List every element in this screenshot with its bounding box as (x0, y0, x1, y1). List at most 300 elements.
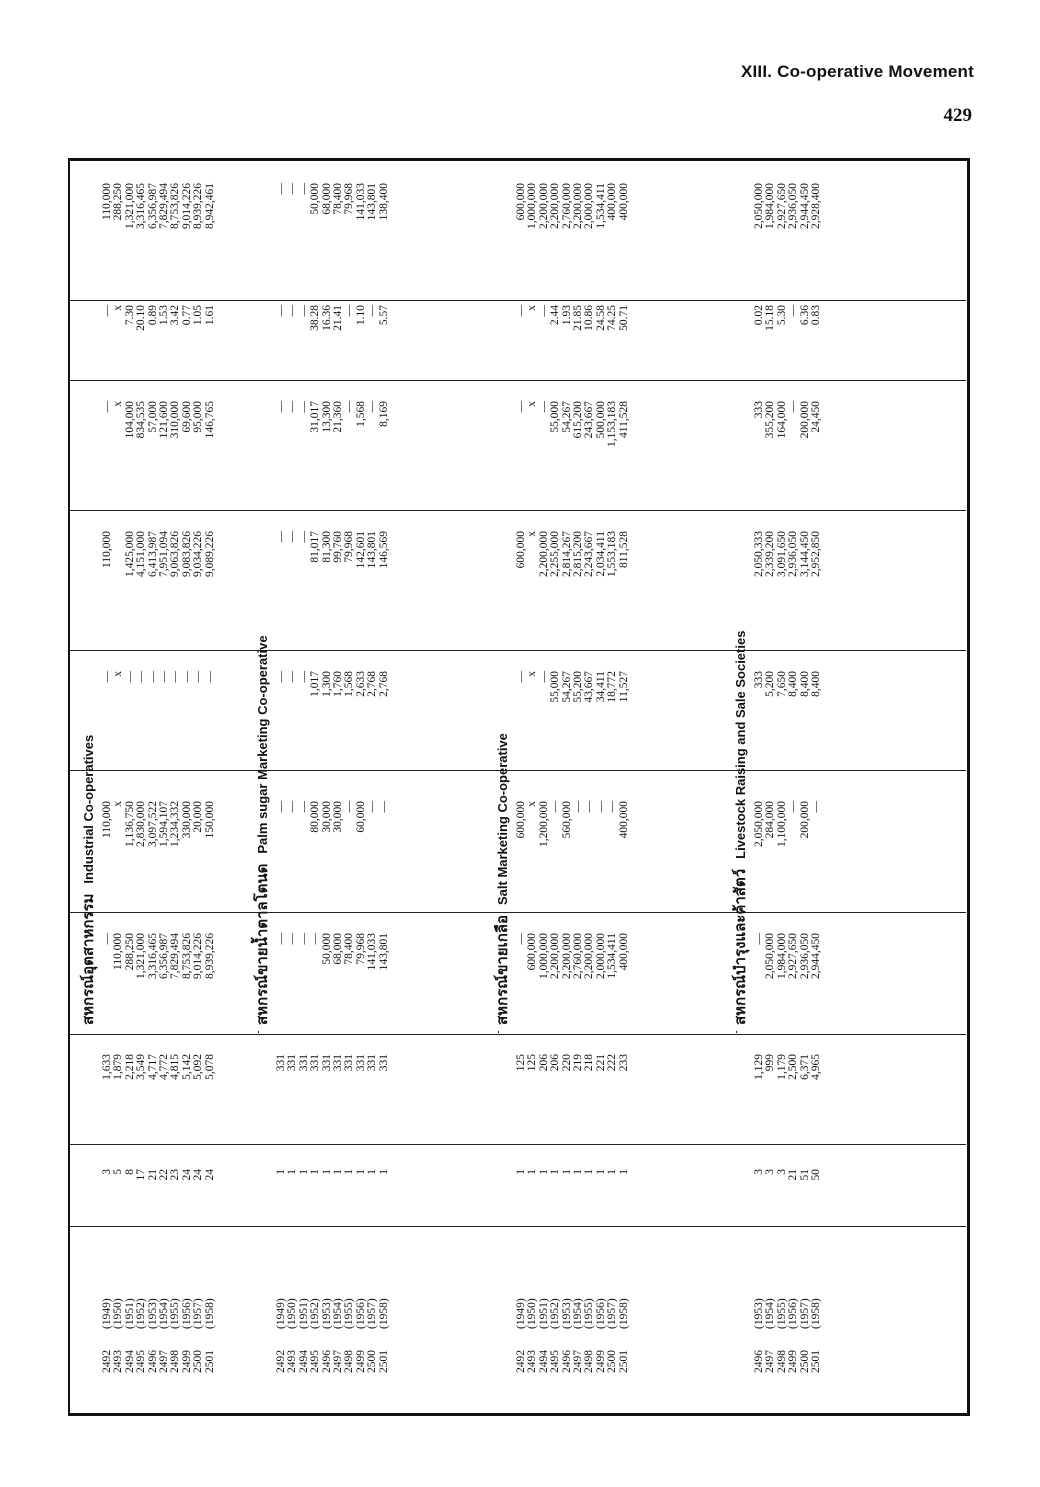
table-cell: 5,142 (180, 1054, 193, 1080)
table-cell: — (309, 933, 322, 945)
table-cell: 1.10 (354, 305, 367, 326)
table-cell: 2494 (537, 1350, 550, 1373)
table-cell: 331 (309, 1054, 322, 1072)
table-cell: — (101, 305, 113, 317)
table-cell: 3 (101, 1169, 113, 1175)
table-cell: 21 (146, 1169, 159, 1181)
table-cell: 8,400 (810, 671, 822, 697)
table-section (728, 163, 832, 1413)
table-cell: (1953) (753, 1298, 765, 1329)
table-cell: 30,000 (332, 801, 344, 833)
table-cell: 24 (192, 1169, 205, 1181)
table-cell: — (572, 801, 584, 813)
table-cell: — (146, 671, 159, 683)
table-cell: 1 (275, 1169, 287, 1175)
table-cell: 24.58 (594, 305, 607, 331)
table-cell: 1 (320, 1169, 333, 1175)
table-cell: 4,815 (169, 1054, 182, 1080)
table-cell: 2499 (787, 1350, 800, 1373)
table-cell: 5,092 (192, 1054, 205, 1080)
table-cell: 121,600 (158, 401, 170, 439)
table-frame (68, 158, 970, 1416)
table-cell: (1956) (594, 1298, 607, 1329)
table-cell: 9,034,226 (192, 531, 205, 577)
table-cell: — (537, 671, 550, 683)
table-cell: — (275, 305, 287, 317)
table-cell: 331 (297, 1054, 310, 1072)
table-cell: 2,200,000 (537, 183, 550, 229)
running-header-title: XIII. Co-operative Movement (740, 62, 974, 81)
table-cell: 1,984,000 (775, 933, 788, 979)
table-cell: 6,413,987 (146, 531, 159, 577)
table-cell: — (515, 401, 527, 413)
table-cell: 2501 (377, 1350, 390, 1373)
table-cell: 999 (764, 1054, 777, 1072)
table-cell: 54,267 (560, 401, 573, 433)
table-cell: 1,234,332 (169, 801, 182, 847)
table-cell: (1953) (560, 1298, 573, 1329)
table-cell: 331 (320, 1054, 333, 1072)
table-cell: 2,050,333 (753, 531, 765, 577)
table-cell: 7,829,494 (169, 933, 182, 979)
table-cell: 1,984,000 (764, 183, 777, 229)
table-cell: 146,765 (203, 401, 216, 439)
table-cell: 2,760,000 (572, 933, 584, 979)
table-cell: 331 (286, 1054, 299, 1072)
table-cell: 2,000,000 (583, 183, 596, 229)
table-cell: 1,153,183 (606, 401, 619, 447)
table-cell: 600,000 (515, 801, 527, 839)
table-cell: 200,000 (798, 801, 811, 839)
table-cell: (1952) (549, 1298, 562, 1329)
table-cell: — (297, 801, 310, 813)
table-cell: 80,000 (309, 801, 322, 833)
table-cell: — (366, 305, 379, 317)
table-cell: 24,450 (810, 401, 822, 433)
table-cell: — (203, 671, 216, 683)
table-cell: 142,601 (354, 531, 367, 569)
table-cell: 560,000 (560, 801, 573, 839)
table-cell: (1955) (169, 1298, 182, 1329)
table-cell: — (297, 531, 310, 543)
section-title-english: Salt Marketing Co-operative (495, 733, 510, 906)
table-cell: 600,000 (515, 183, 527, 221)
table-cell: (1956) (180, 1298, 193, 1329)
table-cell: 1,425,000 (123, 531, 136, 577)
table-cell: 55,200 (572, 671, 584, 703)
table-cell: 218 (583, 1054, 596, 1072)
section-title-thai: สหกรณ์บำรุงและค้าสัตว์ (731, 868, 749, 1025)
table-cell: 110,000 (101, 183, 113, 220)
table-cell: 0.89 (146, 305, 159, 326)
table-cell: 2,200,000 (549, 933, 562, 979)
table-cell: 110,000 (112, 933, 125, 970)
table-cell: 2494 (123, 1350, 136, 1373)
table-cell: 79,968 (343, 183, 356, 215)
table-cell: 2,500 (787, 1054, 800, 1080)
table-cell: 2,936,050 (787, 183, 800, 229)
table-cell: — (753, 933, 765, 945)
table-cell: 1.53 (158, 305, 170, 326)
table-cell: 288,250 (123, 933, 136, 971)
table-cell: 400,000 (617, 801, 630, 839)
table-cell: 1,100,000 (775, 801, 788, 847)
table-cell: 79,968 (354, 933, 367, 965)
table-cell: 9,014,226 (180, 183, 193, 229)
table-cell: 233 (617, 1054, 630, 1072)
table-cell: 138,400 (377, 183, 390, 221)
table-cell: 20.10 (135, 305, 148, 331)
table-cell: (1954) (572, 1298, 584, 1329)
table-cell: 1 (560, 1169, 573, 1175)
table-cell: 7,650 (775, 671, 788, 697)
table-cell: 2497 (572, 1350, 584, 1373)
table-cell: 1 (377, 1169, 390, 1175)
table-cell: — (606, 801, 619, 813)
table-cell: 31,017 (309, 401, 322, 433)
table-cell: (1955) (775, 1298, 788, 1329)
table-cell: x (526, 671, 539, 677)
table-cell: 8,942,461 (203, 183, 216, 229)
table-cell: x (112, 671, 125, 677)
table-cell: 3.42 (169, 305, 182, 326)
table-cell: 811,528 (617, 531, 630, 568)
table-cell: 21,360 (332, 401, 344, 433)
table-cell: 1 (594, 1169, 607, 1175)
table-cell: 8,169 (377, 401, 390, 427)
table-cell: (1950) (526, 1298, 539, 1329)
table-cell: 2498 (343, 1350, 356, 1373)
table-cell: — (583, 801, 596, 813)
table-cell: 7,829,494 (158, 183, 170, 229)
table-cell: — (297, 305, 310, 317)
table-section (76, 163, 226, 1413)
table-cell: 2,927,650 (787, 933, 800, 979)
table-cell: 2,339,200 (764, 531, 777, 577)
table-cell: (1955) (583, 1298, 596, 1329)
table-cell: 8,753,826 (180, 933, 193, 979)
table-cell: 4,965 (810, 1054, 822, 1080)
table-cell: 333 (753, 671, 765, 689)
section-title (728, 631, 752, 1025)
table-cell: — (286, 531, 299, 543)
table-cell: 1 (549, 1169, 562, 1175)
table-cell: — (180, 671, 193, 683)
table-cell: 2497 (764, 1350, 777, 1373)
section-title (250, 635, 274, 1025)
table-cell: 23 (169, 1169, 182, 1181)
table-cell: 21 (787, 1169, 800, 1181)
table-cell: 330,000 (180, 801, 193, 839)
table-cell: 78,400 (332, 183, 344, 215)
table-cell: 9,063,826 (169, 531, 182, 577)
table-cell: (1955) (343, 1298, 356, 1329)
section-rule (498, 1031, 499, 1033)
table-cell: 7.30 (123, 305, 136, 326)
table-cell: 4,151,000 (135, 531, 148, 577)
table-cell: 206 (549, 1054, 562, 1072)
table-cell: — (515, 933, 527, 945)
table-cell: 50,000 (320, 933, 333, 965)
table-cell: — (101, 401, 113, 413)
table-cell: — (343, 801, 356, 813)
table-cell: 6.36 (798, 305, 811, 326)
table-cell: (1954) (158, 1298, 170, 1329)
table-cell: 2,768 (366, 671, 379, 697)
table-cell: 3,316,465 (146, 933, 159, 979)
table-cell: 1 (354, 1169, 367, 1175)
table-cell: 2,034,411 (594, 531, 607, 577)
table-cell: (1954) (332, 1298, 344, 1329)
table-cell: 1 (572, 1169, 584, 1175)
table-cell: 68,000 (332, 933, 344, 965)
table-cell: 1,179 (775, 1054, 788, 1080)
table-cell: 22 (158, 1169, 170, 1181)
table-cell: 1 (332, 1169, 344, 1175)
table-cell: (1950) (112, 1298, 125, 1329)
table-cell: 2,050,000 (753, 801, 765, 847)
table-cell: 2493 (286, 1350, 299, 1373)
table-cell: — (787, 401, 800, 413)
table-cell: 16.36 (320, 305, 333, 331)
table-cell: 288,250 (112, 183, 125, 221)
table-cell: 3,316,465 (135, 183, 148, 229)
table-cell: 1,879 (112, 1054, 125, 1080)
table-cell: 1,534,411 (594, 183, 607, 229)
table-cell: 2494 (297, 1350, 310, 1373)
table-cell: 243,667 (583, 401, 596, 439)
table-cell: 6,371 (798, 1054, 811, 1080)
table-cell: 8,939,226 (192, 183, 205, 229)
table-cell: 1 (526, 1169, 539, 1175)
table-cell: — (275, 183, 287, 195)
table-cell: 600,000 (515, 531, 527, 569)
table-cell: 17 (135, 1169, 148, 1181)
table-cell: 5.30 (775, 305, 788, 326)
table-cell: 2,050,000 (753, 183, 765, 229)
table-cell: 3 (775, 1169, 788, 1175)
table-cell: 110,000 (101, 801, 113, 838)
table-cell: (1952) (135, 1298, 148, 1329)
table-cell: 206 (537, 1054, 550, 1072)
table-cell: 1,300 (320, 671, 333, 697)
table-cell: — (286, 801, 299, 813)
table-cell: 2500 (366, 1350, 379, 1373)
table-cell: (1949) (101, 1298, 113, 1329)
table-cell: 2,936,050 (798, 933, 811, 979)
table-cell: 146,569 (377, 531, 390, 569)
table-cell: — (297, 183, 310, 195)
table-cell: x (112, 401, 125, 407)
table-cell: 125 (515, 1054, 527, 1072)
table-cell: 2501 (203, 1350, 216, 1373)
table-cell: 81,300 (320, 531, 333, 563)
table-cell: 5,200 (764, 671, 777, 697)
table-cell: 2,255,000 (549, 531, 562, 577)
table-cell: 1,760 (332, 671, 344, 697)
section-rule (258, 1031, 259, 1033)
table-cell: — (101, 671, 113, 683)
table-cell: 1 (606, 1169, 619, 1175)
section-title-english: Palm sugar Marketing Co-operative (255, 635, 270, 854)
table-cell: 1,321,000 (123, 183, 136, 229)
table-cell: 284,000 (764, 801, 777, 839)
table-cell: 2500 (192, 1350, 205, 1373)
table-cell: 2496 (753, 1350, 765, 1373)
table-cell: 4,717 (146, 1054, 159, 1080)
table-cell: 99,760 (332, 531, 344, 563)
table-cell: 1,000,000 (537, 933, 550, 979)
table-cell: 141,033 (366, 933, 379, 971)
table-cell: 1,534,411 (606, 933, 619, 979)
table-cell: 1,200,000 (537, 801, 550, 847)
section-title (490, 733, 514, 1025)
table-cell: 2495 (135, 1350, 148, 1373)
table-cell: 2,944,450 (810, 933, 822, 979)
table-cell: 110,000 (101, 531, 113, 568)
table-cell: — (787, 305, 800, 317)
table-cell: 143,801 (366, 531, 379, 569)
table-cell: 55,000 (549, 671, 562, 703)
table-cell: 38.28 (309, 305, 322, 331)
table-cell: 24 (203, 1169, 216, 1181)
table-cell: 2,050,000 (764, 933, 777, 979)
table-cell: 60,000 (354, 801, 367, 833)
table-cell: x (526, 305, 539, 311)
table-cell: 0.83 (810, 305, 822, 326)
table-cell: 81,017 (309, 531, 322, 563)
table-cell: x (526, 801, 539, 807)
table-section (250, 163, 400, 1413)
table-cell: 200,000 (798, 401, 811, 439)
table-cell: 222 (606, 1054, 619, 1072)
table-cell: 0.77 (180, 305, 193, 326)
table-cell: — (192, 671, 205, 683)
table-cell: — (275, 801, 287, 813)
table-section (490, 163, 640, 1413)
table-cell: — (169, 671, 182, 683)
table-cell: — (343, 305, 356, 317)
table-cell: (1958) (377, 1298, 390, 1329)
table-cell: 2,936,050 (787, 531, 800, 577)
table-cell: 9,089,226 (203, 531, 216, 577)
table-cell: 68,000 (320, 183, 333, 215)
table-cell: 1.61 (203, 305, 216, 326)
table-cell: 6,356,987 (158, 933, 170, 979)
table-cell: 2,944,450 (798, 183, 811, 229)
table-cell: 2,200,000 (572, 183, 584, 229)
table-cell: 2,200,000 (583, 933, 596, 979)
table-cell: 50,000 (309, 183, 322, 215)
table-cell: — (537, 305, 550, 317)
table-cell: 1,594,107 (158, 801, 170, 847)
table-cell: — (286, 183, 299, 195)
table-cell: 2495 (549, 1350, 562, 1373)
table-cell: 1 (309, 1169, 322, 1175)
table-cell: 1 (286, 1169, 299, 1175)
table-cell: 150,000 (203, 801, 216, 839)
table-cell: 5,078 (203, 1054, 216, 1080)
table-cell: 8,400 (787, 671, 800, 697)
table-cell: 2500 (606, 1350, 619, 1373)
table-cell: 2492 (515, 1350, 527, 1373)
table-cell: 331 (366, 1054, 379, 1072)
table-cell: 1,553,183 (606, 531, 619, 577)
table-cell: — (297, 401, 310, 413)
table-cell: 2495 (309, 1350, 322, 1373)
table-cell: 2493 (112, 1350, 125, 1373)
table-cell: 2,760,000 (560, 183, 573, 229)
table-cell: 2,952,850 (810, 531, 822, 577)
table-cell: 310,000 (169, 401, 182, 439)
table-cell: (1956) (354, 1298, 367, 1329)
table-cell: — (275, 531, 287, 543)
table-cell: 43,667 (583, 671, 596, 703)
table-cell: 50 (810, 1169, 822, 1181)
table-cell: 5.57 (377, 305, 390, 326)
table-cell: 331 (354, 1054, 367, 1072)
table-cell: 400,000 (606, 183, 619, 221)
table-cell: 54,267 (560, 671, 573, 703)
table-cell: 2497 (332, 1350, 344, 1373)
table-cell: 2,200,000 (537, 531, 550, 577)
table-cell: (1957) (192, 1298, 205, 1329)
page-number: 429 (943, 105, 972, 126)
table-cell: — (549, 801, 562, 813)
table-cell: — (366, 801, 379, 813)
table-cell: 2496 (320, 1350, 333, 1373)
table-cell: 1 (343, 1169, 356, 1175)
table-cell: — (297, 671, 310, 683)
section-title-thai: สหกรณ์อุตสาหกรรม (79, 893, 97, 1025)
table-cell: 8 (123, 1169, 136, 1175)
table-cell: 2501 (617, 1350, 630, 1373)
table-cell: (1953) (320, 1298, 333, 1329)
section-title-thai: สหกรณ์ขายเกลือ (493, 915, 511, 1025)
table-cell: 1 (366, 1169, 379, 1175)
table-cell: — (101, 933, 113, 945)
table-cell: 8,939,226 (203, 933, 216, 979)
table-cell: 2,200,000 (549, 183, 562, 229)
table-cell: 2499 (594, 1350, 607, 1373)
table-cell: 1 (515, 1169, 527, 1175)
table-cell: 500,000 (594, 401, 607, 439)
table-cell: (1949) (515, 1298, 527, 1329)
table-cell: 2,928,400 (810, 183, 822, 229)
table-cell: 1,129 (753, 1054, 765, 1080)
table-cell: 2,200,000 (560, 933, 573, 979)
table-cell: 164,000 (775, 401, 788, 439)
table-cell: 219 (572, 1054, 584, 1072)
table-cell: (1952) (309, 1298, 322, 1329)
table-cell: 1 (537, 1169, 550, 1175)
table-cell: 2496 (560, 1350, 573, 1373)
table-cell: — (297, 933, 310, 945)
table-cell: 1,017 (309, 671, 322, 697)
table-cell: (1958) (203, 1298, 216, 1329)
table-cell: 55,000 (549, 401, 562, 433)
table-cell: 331 (332, 1054, 344, 1072)
table-cell: 1,136,750 (123, 801, 136, 847)
table-cell: 2,768 (377, 671, 390, 697)
table-cell: 21.85 (572, 305, 584, 331)
table-cell: 2492 (101, 1350, 113, 1373)
table-cell: 125 (526, 1054, 539, 1072)
table-cell: 95,000 (192, 401, 205, 433)
table-cell: 2496 (146, 1350, 159, 1373)
table-cell: — (286, 305, 299, 317)
table-cell: 2,815,200 (572, 531, 584, 577)
